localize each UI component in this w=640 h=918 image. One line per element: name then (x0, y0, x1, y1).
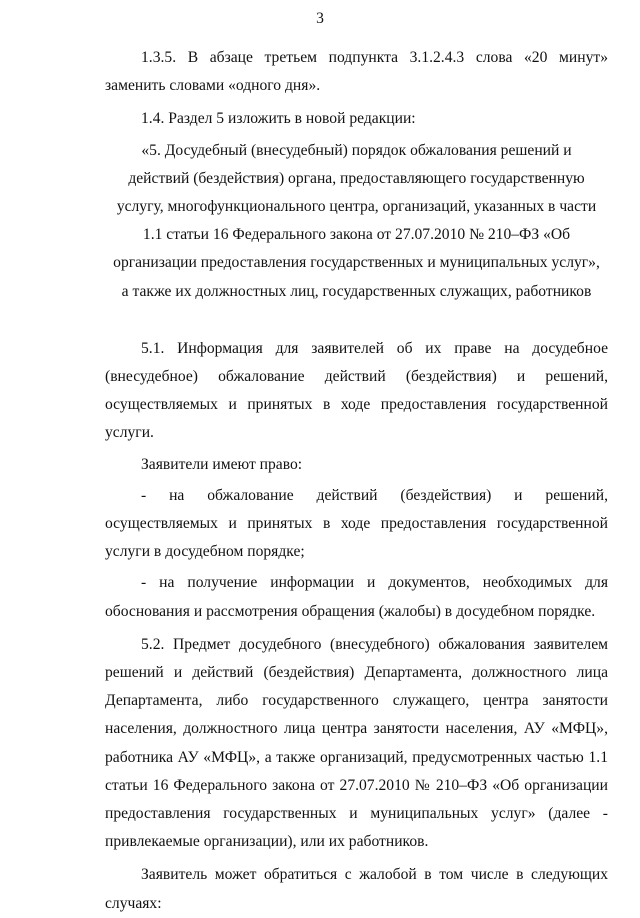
paragraph-5-1: 5.1. Информация для заявителей об их праве на досудебное (внесудебное) обжалование действий (бездействия) и решений, осуществляемых и принятых в ходе предоставления государственной услуги. (105, 339, 608, 442)
paragraph-1-4: 1.4. Раздел 5 изложить в новой редакции: (141, 110, 416, 128)
document-body (105, 44, 608, 918)
list-item-information-right: - на получение информации и документов, необходимых для обоснования и рассмотрения обращения (жалобы) в досудебном порядке. (105, 574, 608, 620)
paragraph-5-2: 5.2. Предмет досудебного (внесудебного) обжалования заявителем решений и действий (бездействия) Департамента, должностного лица Департамента, либо государственного служащего, центра занятости населения, должностного лица центра занятости населения, АУ «МФЦ», работника АУ «МФЦ», а также организаций, предусмотренных частью 1.1 статьи 16 Федерального закона от 27.07.2010 № 210–ФЗ «Об организации предоставления государственных и муниципальных услуг» (далее - привлекаемые организации), или их работников. (105, 635, 608, 851)
paragraph-complaint-cases: Заявитель может обратиться с жалобой в том числе в следующих случаях: (105, 866, 608, 912)
list-item-appeal-right: - на обжалование действий (бездействия) и решений, осуществляемых и принятых в ходе предоставления государственной услуги в досудебном порядке; (105, 486, 608, 561)
paragraph-1-3-5: 1.3.5. В абзаце третьем подпункта 3.1.2.4.3 слова «20 минут» заменить словами «одного дня». (105, 49, 608, 95)
section-5-title: «5. Досудебный (внесудебный) порядок обжалования решений и действий (бездействия) органа, предоставляющего государственную услугу, многофункционального центра, организаций, указанных в части 1.1 статьи 16 Федерального закона от 27.07.2010 № 210–ФЗ «Об организации предоставления государственных и муниципальных услуг», а также их должностных лиц, государственных служащих, работников (113, 141, 600, 300)
paragraph-applicants-rights: Заявители имеют право: (141, 455, 303, 473)
page-number: 3 (316, 10, 324, 27)
